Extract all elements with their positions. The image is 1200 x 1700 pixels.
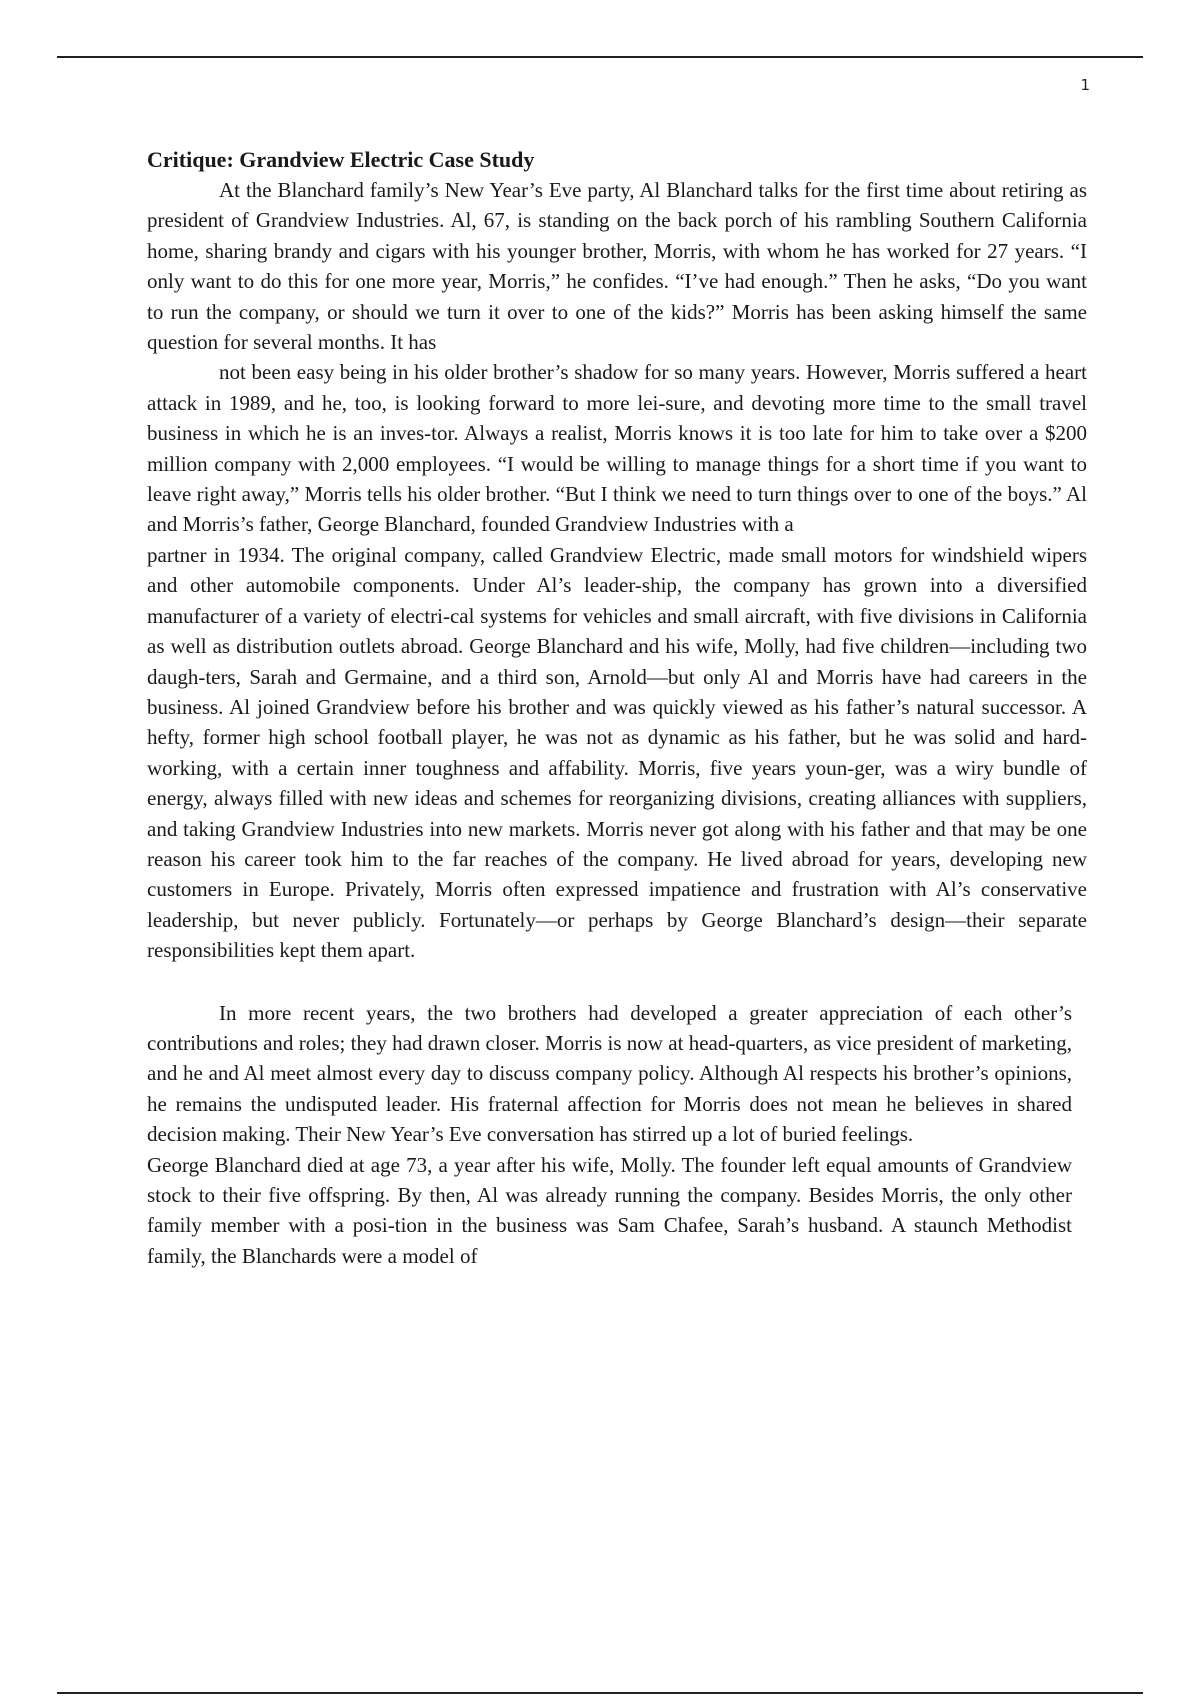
paragraph-4: In more recent years, the two brothers had developed a greater appreciation of each other’s contributions and roles; they had drawn closer. Morris is now at head-quarters, as vice president of marketing, and he and Al meet almost every day to discuss company policy. Although Al respects his brother’s opinions, he remains the undisputed leader. His fraternal affection for Morris does not mean he believes in shared decision making. Their New Year’s Eve conversation has stirred up a lot of buried feelings. [147, 1000, 1072, 1147]
page-number: 1 [1080, 76, 1090, 94]
header-rule [57, 56, 1143, 58]
footer-rule [57, 1692, 1143, 1694]
paragraph-5: George Blanchard died at age 73, a year after his wife, Molly. The founder left equal amounts of Grandview stock to their five offspring. By then, Al was already running the company. Besides Morris, the only other family member with a posi-tion in the business was Sam Chafee, Sarah’s husband. A staunch Methodist family, the Blanchards were a model of [147, 1152, 1072, 1268]
document-body [147, 145, 1087, 1271]
paragraph-1: At the Blanchard family’s New Year’s Eve party, Al Blanchard talks for the first time about retiring as president of Grandview Industries. Al, 67, is standing on the back porch of his rambling Southern California home, sharing brandy and cigars with his younger brother, Morris, with whom he has worked for 27 years. “I only want to do this for one more year, Morris,” he confides. “I’ve had enough.” Then he asks, “Do you want to run the company, or should we turn it over to one of the kids?” Morris has been asking himself the same question for several months. It has [147, 178, 1087, 355]
paragraph-2: not been easy being in his older brother’s shadow for so many years. However, Morris suffered a heart attack in 1989, and he, too, is looking forward to more lei-sure, and devoting more time to the small travel business in which he is an inves-tor. Always a realist, Morris knows it is too late for him to take over a $200 million company with 2,000 employees. “I would be willing to manage things for a short time if you want to leave right away,” Morris tells his older brother. “But I think we need to turn things over to one of the boys.” Al and Morris’s father, George Blanchard, founded Grandview Industries with a [147, 360, 1087, 537]
paragraph-spacer [147, 966, 1087, 998]
document-title: Critique: Grandview Electric Case Study [147, 147, 535, 172]
paragraph-3: partner in 1934. The original company, called Grandview Electric, made small motors for windshield wipers and other automobile components. Under Al’s leader-ship, the company has grown into a diversified manufacturer of a variety of electri-cal systems for vehicles and small aircraft, with five divisions in California as well as distribution outlets abroad. George Blanchard and his wife, Molly, had five children—including two daugh-ters, Sarah and Germaine, and a third son, Arnold—but only Al and Morris have had careers in the business. Al joined Grandview before his brother and was quickly viewed as his father’s natural successor. A hefty, former high school football player, he was not as dynamic as his father, but he was solid and hard-working, with a certain inner toughness and affability. Morris, five years youn-ger, was a wiry bundle of energy, always filled with new ideas and schemes for reorganizing divisions, creating alliances with suppliers, and taking Grandview Industries into new markets. Morris never got along with his father and that may be one reason his career took him to the far reaches of the company. He lived abroad for years, developing new customers in Europe. Privately, Morris often expressed impatience and frustration with Al’s conservative leadership, but never publicly. Fortunately—or perhaps by George Blanchard’s design—their separate responsibilities kept them apart. [147, 542, 1087, 963]
